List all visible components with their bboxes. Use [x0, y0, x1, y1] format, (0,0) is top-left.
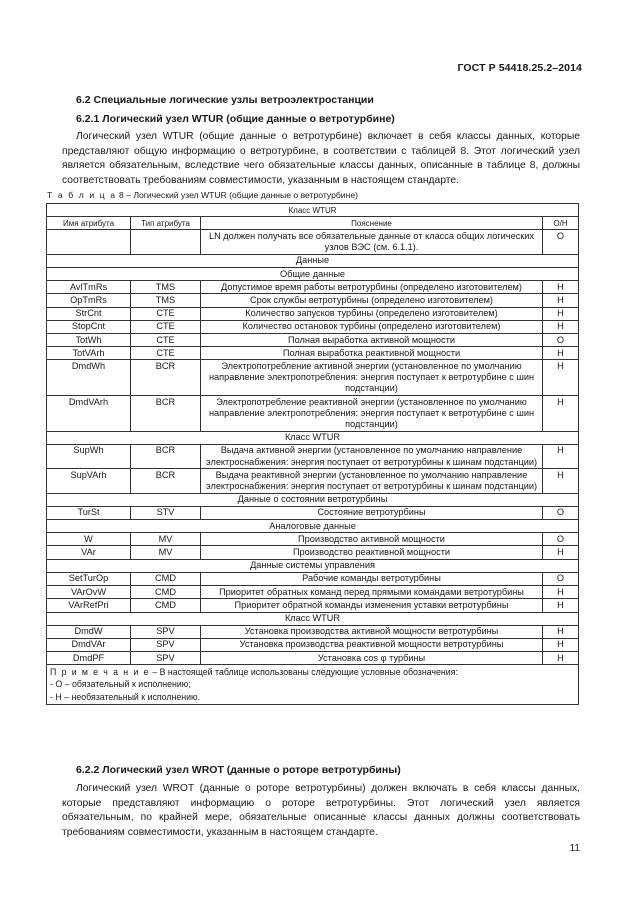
attribute-type: BCR — [131, 360, 201, 396]
attribute-description: Срок службы ветротурбины (определено изготовителем) — [201, 294, 543, 307]
attribute-name — [47, 230, 131, 254]
table-row — [47, 625, 579, 638]
attribute-name: W — [47, 533, 131, 546]
attribute-requirement: Н — [543, 638, 579, 651]
note-title-prefix: П р и м е ч а н и е — [50, 666, 150, 677]
table-row — [47, 360, 579, 396]
attribute-type: CTE — [131, 320, 201, 333]
attribute-name: VAr — [47, 546, 131, 559]
group-label: Данные о состоянии ветротурбины — [47, 493, 579, 506]
table-row — [47, 533, 579, 546]
attribute-requirement: Н — [543, 281, 579, 294]
attribute-requirement: О — [543, 230, 579, 254]
table-row — [47, 307, 579, 320]
table-class-header-row — [47, 204, 579, 217]
attribute-requirement: О — [543, 533, 579, 546]
table-note — [47, 665, 579, 704]
attribute-description: Электропотребление реактивной энергии (установленное по умолчанию направление электропотребления: энергия поступает к ветротурбине с шин подстанции) — [201, 396, 543, 432]
attribute-name: DmdVArh — [47, 396, 131, 432]
attribute-name: AvlTmRs — [47, 281, 131, 294]
table-row — [47, 469, 579, 493]
attribute-name: DmdW — [47, 625, 131, 638]
table-row — [47, 599, 579, 612]
attribute-description: Полная выработка активной мощности — [201, 334, 543, 347]
attribute-description: Полная выработка реактивной мощности — [201, 347, 543, 360]
attribute-type: MV — [131, 546, 201, 559]
table-group-row — [47, 520, 579, 533]
attribute-description: Производство реактивной мощности — [201, 546, 543, 559]
column-header-requirement: О/Н — [543, 217, 579, 230]
attribute-type: SPV — [131, 625, 201, 638]
page-number: 11 — [569, 843, 580, 854]
attribute-requirement: Н — [543, 469, 579, 493]
table-group-row — [47, 612, 579, 625]
attribute-description: Электропотребление активной энергии (установленное по умолчанию направление электропотребления: энергия поступает к ветротурбине с шин подстанции) — [201, 360, 543, 396]
attribute-name: DmdPF — [47, 652, 131, 665]
attribute-type: CTE — [131, 307, 201, 320]
attribute-requirement: Н — [543, 320, 579, 333]
attribute-requirement: Н — [543, 652, 579, 665]
attribute-type: BCR — [131, 396, 201, 432]
column-header-description: Пояснение — [201, 217, 543, 230]
table-row — [47, 586, 579, 599]
attribute-requirement: Н — [543, 586, 579, 599]
attribute-name: VArOvW — [47, 586, 131, 599]
attribute-name: SupVArh — [47, 469, 131, 493]
standard-code: ГОСТ Р 54418.25.2–2014 — [457, 62, 582, 74]
attribute-name: StopCnt — [47, 320, 131, 333]
attribute-type: MV — [131, 533, 201, 546]
attribute-description: Рабочие команды ветротурбины — [201, 572, 543, 585]
group-label: Данные — [47, 254, 579, 267]
table-group-row — [47, 559, 579, 572]
paragraph-wrot: Логический узел WROT (данные о роторе ветротурбины) должен включать в себя классы данных, которые представляют информацию о роторе ветротурбины. Этот логический узел является обязательным, по крайней мере, обязательные описанные классы данных должны соответствовать требованиям совместимости, указанным в настоящем стандарте. — [62, 783, 580, 838]
attribute-requirement: О — [543, 334, 579, 347]
note-title-text: – В настоящей таблице использованы следующие условные обозначения: — [149, 666, 458, 677]
column-header-type: Тип атрибута — [131, 217, 201, 230]
table-row — [47, 294, 579, 307]
attribute-name: TotWh — [47, 334, 131, 347]
attribute-name: DmdWh — [47, 360, 131, 396]
attribute-type: STV — [131, 506, 201, 519]
attribute-requirement: Н — [543, 294, 579, 307]
group-label: Класс WTUR — [47, 612, 579, 625]
attribute-name: TotVArh — [47, 347, 131, 360]
attribute-requirement: Н — [543, 396, 579, 432]
attribute-type: CMD — [131, 599, 201, 612]
group-label: Аналоговые данные — [47, 520, 579, 533]
attribute-requirement: О — [543, 506, 579, 519]
paragraph-wtur: Логический узел WTUR (общие данные о ветротурбине) включает в себя классы данных, которые представляют общую информацию о ветротурбине, в соответствии с таблицей 8. Этот логический узел является обязательным, вследствие чего обязательные классы данных, описанные в таблице 8, должны соответствовать требованиям совместимости, указанным в настоящем стандарте. — [62, 131, 580, 186]
table-column-header-row — [47, 217, 579, 230]
attribute-description: Установка производства активной мощности ветротурбины — [201, 625, 543, 638]
attribute-type: SPV — [131, 652, 201, 665]
table-group-row — [47, 431, 579, 444]
subsection-title-6-2-1: 6.2.1 Логический узел WTUR (общие данные о ветротурбине) — [76, 113, 395, 125]
attribute-description: Приоритет обратных команд перед прямыми командами ветротурбины — [201, 586, 543, 599]
table-row — [47, 638, 579, 651]
attribute-requirement: Н — [543, 347, 579, 360]
note-line-optional: - Н – необязательный к исполнению. — [50, 691, 201, 702]
attribute-name: OpTmRs — [47, 294, 131, 307]
table-group-row — [47, 254, 579, 267]
attribute-type: CMD — [131, 572, 201, 585]
attribute-description: LN должен получать все обязательные данные от класса общих логических узлов ВЭС (см. 6.1.1). — [201, 230, 543, 254]
table-class-header: Класс WTUR — [47, 204, 579, 217]
attribute-type — [131, 230, 201, 254]
attribute-description: Количество остановок турбины (определено изготовителем) — [201, 320, 543, 333]
note-line-mandatory: - О – обязательный к исполнению; — [50, 679, 191, 690]
attribute-type: CMD — [131, 586, 201, 599]
attribute-requirement: Н — [543, 360, 579, 396]
table-row — [47, 396, 579, 432]
table-row — [47, 572, 579, 585]
attribute-type: BCR — [131, 469, 201, 493]
attribute-description: Допустимое время работы ветротурбины (определено изготовителем) — [201, 281, 543, 294]
table-caption — [47, 190, 358, 200]
attribute-description: Установка cos φ турбины — [201, 652, 543, 665]
table-caption-text: 8 – Логический узел WTUR (общие данные о ветротурбине) — [116, 190, 358, 200]
attribute-name: DmdVAr — [47, 638, 131, 651]
table-row — [47, 444, 579, 468]
table-row — [47, 320, 579, 333]
group-label: Данные системы управления — [47, 559, 579, 572]
attribute-type: BCR — [131, 444, 201, 468]
table-row — [47, 281, 579, 294]
attribute-description: Производство активной мощности — [201, 533, 543, 546]
table-caption-prefix: Т а б л и ц а — [47, 190, 117, 200]
table-group-row — [47, 268, 579, 281]
attribute-requirement: Н — [543, 546, 579, 559]
attribute-description: Приоритет обратной команды изменения уставки ветротурбины — [201, 599, 543, 612]
attribute-name: StrCnt — [47, 307, 131, 320]
table-row — [47, 546, 579, 559]
column-header-name: Имя атрибута — [47, 217, 131, 230]
attribute-name: SupWh — [47, 444, 131, 468]
table-row — [47, 230, 579, 254]
attribute-type: CTE — [131, 334, 201, 347]
attribute-type: CTE — [131, 347, 201, 360]
attribute-requirement: О — [543, 572, 579, 585]
table-note-row — [47, 665, 579, 704]
attribute-type: SPV — [131, 638, 201, 651]
attribute-name: VArRefPri — [47, 599, 131, 612]
attribute-name: SetTurOp — [47, 572, 131, 585]
attribute-description: Количество запусков турбины (определено изготовителем) — [201, 307, 543, 320]
attribute-requirement: Н — [543, 307, 579, 320]
attribute-requirement: Н — [543, 599, 579, 612]
table-row — [47, 347, 579, 360]
attribute-description: Выдача активной энергии (установленное по умолчанию направление электроснабжения: энергия поступает от ветротурбины к шинам подстанции) — [201, 444, 543, 468]
table-row — [47, 334, 579, 347]
table-row — [47, 506, 579, 519]
attribute-description: Выдача реактивной энергии (установленное по умолчанию направление электроснабжения: энергия поступает от ветротурбины к шинам подстанции) — [201, 469, 543, 493]
section-title: 6.2 Специальные логические узлы ветроэлектростанции — [76, 94, 374, 106]
note-title — [50, 666, 575, 678]
attribute-type: TMS — [131, 281, 201, 294]
attribute-requirement: Н — [543, 625, 579, 638]
attribute-name: TurSt — [47, 506, 131, 519]
attribute-description: Установка производства реактивной мощности ветротурбины — [201, 638, 543, 651]
attribute-requirement: Н — [543, 444, 579, 468]
group-label: Общие данные — [47, 268, 579, 281]
table-row — [47, 652, 579, 665]
subsection-title-6-2-2: 6.2.2 Логический узел WROT (данные о роторе ветротурбины) — [76, 764, 401, 776]
table-group-row — [47, 493, 579, 506]
wtur-table-body — [47, 204, 579, 665]
group-label: Класс WTUR — [47, 431, 579, 444]
wtur-table — [46, 203, 579, 705]
attribute-type: TMS — [131, 294, 201, 307]
attribute-description: Состояние ветротурбины — [201, 506, 543, 519]
